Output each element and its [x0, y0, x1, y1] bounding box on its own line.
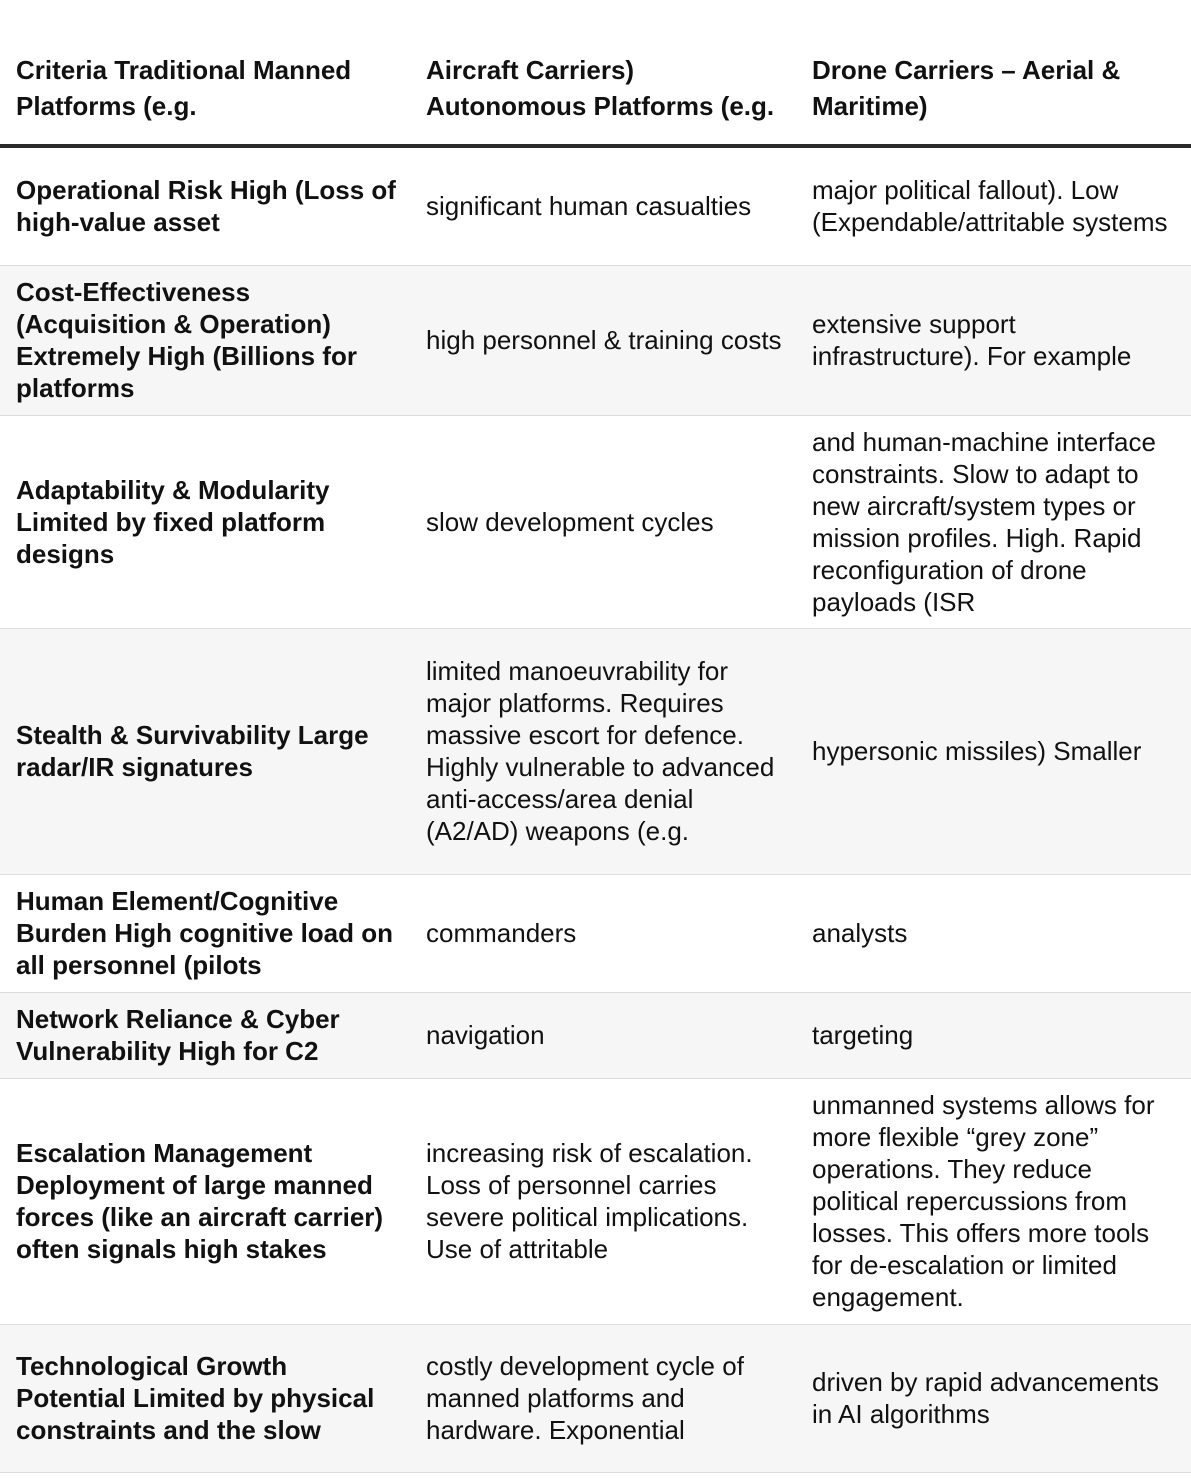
row-criteria: Escalation Management Deployment of large manned forces (like an aircraft carrier) often signals high stakes [0, 1078, 410, 1324]
row-criteria: Human Element/Cognitive Burden High cognitive load on all personnel (pilots [0, 874, 410, 992]
row-manned-cell: limited manoeuvrability for major platforms. Requires massive escort for defence. Highly vulnerable to advanced anti-access/area denial (A2/AD) weapons (e.g. [410, 628, 796, 874]
row-autonomous-cell: analysts [796, 874, 1191, 992]
table-header [0, 0, 1191, 146]
table-row [0, 628, 1191, 874]
row-autonomous-cell: unmanned systems allows for more flexible “grey zone” operations. They reduce political repercussions from losses. This offers more tools for de-escalation or limited engagement. [796, 1078, 1191, 1324]
header-drone-carriers: Drone Carriers – Aerial & Maritime) [796, 0, 1191, 146]
table-row [0, 1078, 1191, 1324]
row-manned-cell: increasing risk of escalation. Loss of personnel carries severe political implications. Use of attritable [410, 1078, 796, 1324]
row-manned-cell: navigation [410, 992, 796, 1078]
row-criteria: Cost-Effectiveness (Acquisition & Operation) Extremely High (Billions for platforms [0, 265, 410, 415]
row-manned-cell: significant human casualties [410, 146, 796, 265]
table-row [0, 874, 1191, 992]
row-criteria: Technological Growth Potential Limited by physical constraints and the slow [0, 1324, 410, 1472]
row-criteria: Network Reliance & Cyber Vulnerability High for C2 [0, 992, 410, 1078]
row-criteria: Adaptability & Modularity Limited by fixed platform designs [0, 415, 410, 628]
table-row [0, 265, 1191, 415]
header-criteria-manned: Criteria Traditional Manned Platforms (e.g. [0, 0, 410, 146]
row-manned-cell: slow development cycles [410, 415, 796, 628]
header-row [0, 0, 1191, 146]
table-body [0, 146, 1191, 1472]
row-autonomous-cell: targeting [796, 992, 1191, 1078]
table-row [0, 415, 1191, 628]
row-criteria: Operational Risk High (Loss of high-value asset [0, 146, 410, 265]
row-criteria: Stealth & Survivability Large radar/IR signatures [0, 628, 410, 874]
row-autonomous-cell: hypersonic missiles) Smaller [796, 628, 1191, 874]
row-autonomous-cell: and human-machine interface constraints. Slow to adapt to new aircraft/system types or mission profiles. High. Rapid reconfiguration of drone payloads (ISR [796, 415, 1191, 628]
row-manned-cell: high personnel & training costs [410, 265, 796, 415]
row-manned-cell: commanders [410, 874, 796, 992]
header-autonomous: Aircraft Carriers) Autonomous Platforms (e.g. [410, 0, 796, 146]
row-autonomous-cell: extensive support infrastructure). For example [796, 265, 1191, 415]
table-row [0, 1324, 1191, 1472]
row-autonomous-cell: driven by rapid advancements in AI algorithms [796, 1324, 1191, 1472]
table-row [0, 146, 1191, 265]
row-manned-cell: costly development cycle of manned platforms and hardware. Exponential [410, 1324, 796, 1472]
row-autonomous-cell: major political fallout). Low (Expendable/attritable systems [796, 146, 1191, 265]
table-row [0, 992, 1191, 1078]
